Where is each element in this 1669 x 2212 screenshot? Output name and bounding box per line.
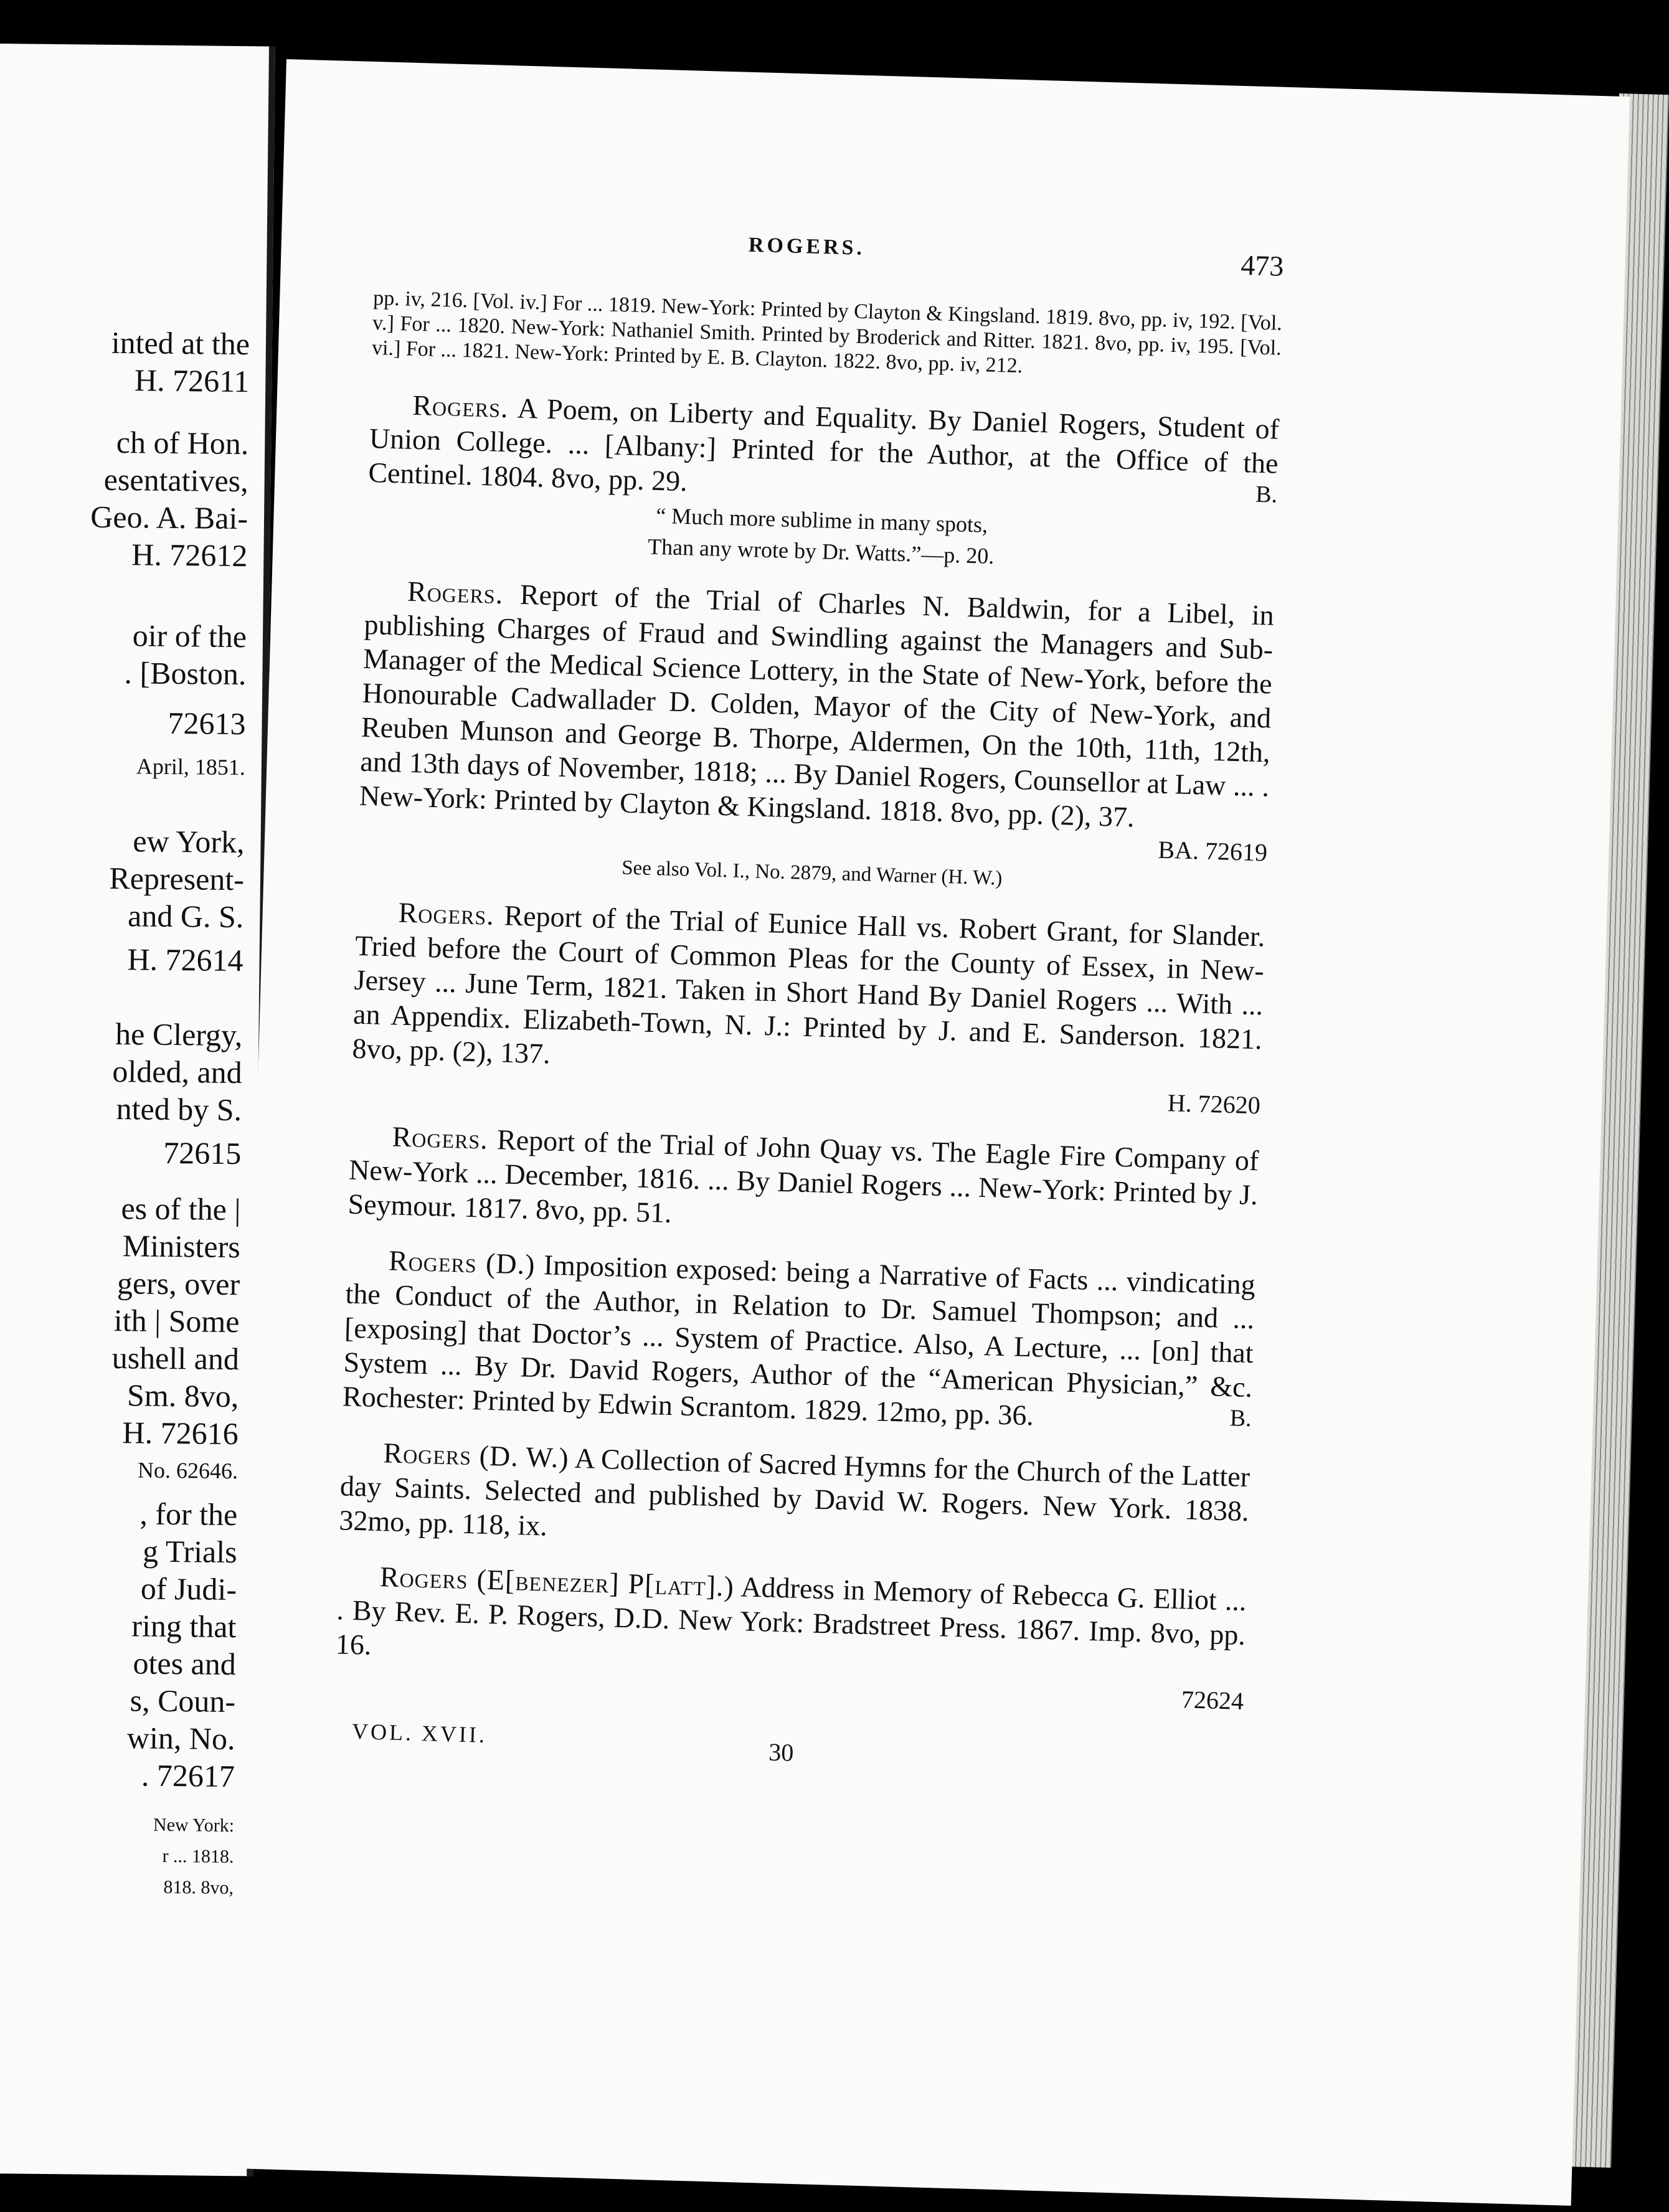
left-page-line: nted by S. — [116, 1091, 242, 1128]
left-page-line: inted at the — [111, 324, 250, 362]
left-page-line: H. 72616 — [122, 1415, 239, 1452]
see-also-note: See also Vol. I., No. 2879, and Warner (H. W.) — [621, 856, 1003, 890]
left-page-line: g Trials — [142, 1533, 237, 1570]
left-page-line: April, 1851. — [136, 754, 246, 780]
entry-reference: BA. 72619 — [1157, 835, 1268, 867]
left-page-line: es of the | — [121, 1191, 241, 1227]
entry-trial-hall — [351, 894, 1266, 1123]
entry-reference: B. — [1229, 1405, 1252, 1432]
quote-line: Than any wrote by Dr. Watts.”—p. 20. — [647, 534, 995, 569]
entry-trial-quay — [348, 1118, 1259, 1247]
left-page-line: . [Boston. — [124, 655, 247, 692]
left-page-line: ushell and — [111, 1340, 240, 1377]
entry-heading: Rogers. — [412, 389, 509, 424]
left-page-line: H. 72612 — [131, 537, 248, 574]
left-page-line: r ... 1818. — [162, 1845, 234, 1868]
left-page-line: Geo. A. Bai- — [90, 499, 248, 536]
signature-mark: 30 — [768, 1737, 795, 1767]
left-page-line: Represent- — [109, 860, 245, 897]
entry-text: A Collection of Sacred Hymns for the Church of the Latter day Saints. Selected and published by David W. Rogers. New York. 1838. 32mo, pp. 118, ix. — [338, 1442, 1251, 1542]
entry-sacred-hymns — [339, 1434, 1251, 1562]
left-page-line: otes and — [133, 1645, 237, 1682]
left-page-line: Sm. 8vo, — [126, 1378, 239, 1414]
entry-trial-baldwin — [357, 573, 1275, 899]
left-page-line: H. 72611 — [134, 362, 250, 399]
entry-text: Address in Memory of Rebecca G. Elliot ... . By Rev. E. P. Rogers, D.D. New York: Bradstreet Press. 1867. Imp. 8vo, pp. 16. — [335, 1571, 1247, 1661]
entry-text: A Poem, on Liberty and Equality. By Daniel Rogers, Student of Union College. ... [Albany:] Printed for the Author, at the Office of the Centinel. 1804. 8vo, pp. 29. — [367, 392, 1280, 498]
left-page-line: 72615 — [163, 1135, 242, 1171]
left-page-line: Ministers — [122, 1228, 241, 1265]
entry-text: Imposition exposed: being a Narrative of Facts ... vindicating the Conduct of the Author, in Relation to Dr. Samuel Thompson; and ... [exposing] that Doctor’s ... System of Practice. Also, A Lecture, ... [on] that System ... By Dr. David Rogers, Author of the “American Physician,” &c. Rochester: Printed by Edwin Scrantom. 1829. 12mo, pp. 36. — [342, 1249, 1256, 1432]
running-header — [376, 217, 1285, 282]
left-page-line: 818. 8vo, — [163, 1876, 234, 1899]
entry-reference: B. — [1255, 481, 1278, 508]
continuation-text: pp. iv, 216. [Vol. iv.] For ... 1819. New-York: Printed by Clayton & Kingsland. 1819. 8vo, pp. iv, 192. [Vol. v.] For ... 1820. New-York: Nathaniel Smith. Printed by Broderick and Ritter. 1821. 8vo, pp. iv, 195. [Vol. vi.] For ... 1821. New-York: Printed by E. B. Clayton. 1822. 8vo, pp. iv, 212. — [371, 286, 1283, 378]
running-title: ROGERS. — [748, 233, 866, 260]
quote-line: “ Much more sublime in many spots, — [655, 503, 988, 537]
entry-text: Report of the Trial of Eunice Hall vs. Robert Grant, for Slander. Tried before the Court of Common Pleas for the County of Essex, in New-Jersey ... June Term, 1821. Taken in Short Hand By Daniel Rogers ... With ... an Appendix. Elizabeth-Town, N. J.: Printed by J. and E. Sanderson. 1821. 8vo, pp. (2), 137. — [351, 899, 1266, 1070]
left-page-line: New York: — [153, 1814, 235, 1836]
left-page-line: ch of Hon. — [116, 424, 249, 461]
entry-heading: Rogers. — [398, 896, 495, 931]
volume-label: VOL. XVII. — [351, 1718, 488, 1748]
page-footer — [333, 1714, 1242, 1777]
left-page-line: olded, and — [112, 1053, 243, 1090]
left-page-fragment — [0, 44, 275, 2176]
page-content — [333, 233, 1285, 1777]
entry-heading: Rogers (E[benezer] P[latt].) — [379, 1561, 735, 1603]
entry-text: Report of the Trial of Charles N. Baldwin, for a Libel, in publishing Charges of Fraud and Swindling against the Managers and Sub-Manager of the Medical Science Lottery, in the State of New-York, before the Honourable Cadwallader D. Colden, Mayor of the City of New-York, and Reuben Munson and George B. Thorpe, Aldermen, On the 10th, 11th, 12th, and 13th days of November, 1818; ... By Daniel Rogers, Counsellor at Law ... . New-York: Printed by Clayton & Kingsland. 1818. 8vo, pp. (2), 37. — [359, 578, 1275, 833]
entry-heading: Rogers (D. W.) — [382, 1437, 570, 1474]
left-page-line: ring that — [131, 1608, 237, 1645]
left-page-line: of Judi- — [140, 1571, 237, 1607]
left-page-line: ith | Some — [113, 1303, 240, 1340]
entry-text: Report of the Trial of John Quay vs. The Eagle Fire Company of New-York ... December, 1816. ... By Daniel Rogers ... New-York: Printed by J. Seymour. 1817. 8vo, pp. 51. — [348, 1123, 1259, 1229]
entry-reference: 72624 — [1181, 1685, 1244, 1715]
left-page-line: he Clergy, — [115, 1016, 243, 1053]
left-page-line: s, Coun- — [130, 1683, 236, 1719]
left-page-line: , for the — [139, 1496, 238, 1533]
left-page-line: win, No. — [126, 1720, 235, 1757]
left-page-line: 72613 — [168, 705, 246, 742]
left-page-line: . 72617 — [141, 1757, 235, 1794]
entry-imposition-exposed — [342, 1242, 1255, 1439]
right-page — [227, 59, 1630, 2206]
left-page-line: gers, over — [116, 1265, 240, 1302]
left-page-line: ew York, — [133, 823, 245, 860]
entry-heading: Rogers (D.) — [388, 1244, 536, 1280]
left-page-line: esentatives, — [103, 461, 248, 499]
left-page-line: oir of the — [132, 618, 247, 655]
entry-reference: H. 72620 — [1167, 1089, 1261, 1120]
entry-heading: Rogers. — [392, 1120, 489, 1155]
entry-poem-liberty — [366, 387, 1280, 577]
left-page-line: H. 72614 — [127, 942, 243, 978]
page-number: 473 — [1240, 248, 1285, 282]
entry-address-memory — [334, 1558, 1247, 1718]
entry-heading: Rogers. — [407, 575, 504, 610]
left-page-line: and G. S. — [127, 898, 244, 935]
left-page-line: No. 62646. — [137, 1457, 239, 1484]
